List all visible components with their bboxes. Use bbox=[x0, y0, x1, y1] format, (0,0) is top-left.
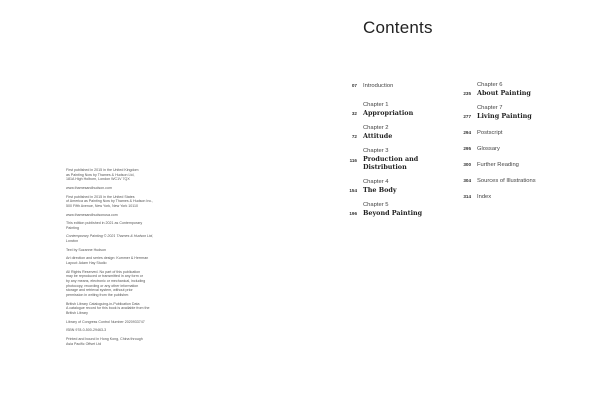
imprint-publication-uk: First published in 2015 in the United Kingdom as Painting Now by Thames & Hudson Ltd, 181A High Holborn, London WC1V 7QX bbox=[66, 168, 139, 182]
toc-entry-label: Further Reading bbox=[477, 162, 519, 168]
toc-chapter-label: Chapter 1 bbox=[363, 102, 389, 108]
toc-entry-further-reading[interactable] bbox=[452, 161, 572, 169]
toc-entry-chapter-7[interactable] bbox=[452, 105, 572, 120]
toc-entry-chapter-5[interactable] bbox=[338, 202, 458, 217]
imprint-isbn: ISBN 978-0-500-29463-3 bbox=[66, 328, 107, 333]
toc-entry-postscript[interactable] bbox=[452, 129, 572, 137]
imprint-loc-number: Library of Congress Control Number 2020933747 bbox=[66, 319, 145, 324]
imprint-website-us: www.thamesandhudsonusa.com bbox=[66, 212, 118, 217]
imprint-rights: All Rights Reserved. No part of this publication may be reproduced or transmitted in any form or by any means, electronic or mechanical, including photocopy, recording or any other information storage and retrieval system, without prior permission in writing from the publisher. bbox=[66, 269, 146, 298]
toc-page-number: 07 bbox=[351, 82, 357, 88]
imprint-publication-us: First published in 2015 in the United States of America as Painting Now by Thames & Hudson Inc., 500 Fifth Avenue, New York, New York 10110 bbox=[66, 194, 154, 208]
toc-chapter-title: Appropriation bbox=[363, 109, 414, 117]
imprint-printer: Printed and bound in Hong Kong, China through Asia Pacific Offset Ltd bbox=[66, 336, 143, 346]
toc-entry-introduction[interactable] bbox=[338, 82, 458, 90]
toc-chapter-label: Chapter 2 bbox=[363, 125, 389, 131]
toc-entry-label: Postscript bbox=[477, 130, 503, 136]
toc-chapter-title: Beyond Painting bbox=[363, 209, 423, 217]
imprint-block bbox=[66, 168, 158, 350]
toc-entry-chapter-6[interactable] bbox=[452, 82, 572, 97]
toc-column-1 bbox=[338, 82, 458, 217]
toc-entry-chapter-4[interactable] bbox=[338, 179, 458, 194]
toc-page-number: 196 bbox=[349, 211, 357, 217]
toc-entry-label: Introduction bbox=[363, 83, 394, 89]
imprint-author: Text by Suzanne Hudson bbox=[66, 247, 106, 252]
toc-page-number: 304 bbox=[463, 177, 471, 183]
toc-chapter-title: Living Painting bbox=[477, 112, 532, 120]
toc-page-number: 300 bbox=[463, 161, 471, 167]
toc-entry-glossary[interactable] bbox=[452, 145, 572, 153]
imprint-website-uk: www.thamesandhudson.com bbox=[66, 186, 112, 190]
toc-entry-label: Sources of Illustrations bbox=[477, 178, 536, 184]
toc-page-number: 277 bbox=[463, 114, 471, 120]
toc-page-number: 235 bbox=[463, 91, 471, 97]
imprint-british-library: British Library Cataloguing-in-Publication Data A catalogue record for this book is available from the British Library bbox=[66, 301, 150, 316]
imprint-design: Art direction and series design: Kummer & Herrman Layout: Adam Hay Studio bbox=[66, 256, 149, 266]
toc-page-number: 295 bbox=[463, 145, 471, 151]
toc-entry-sources-of-illustrations[interactable] bbox=[452, 177, 572, 185]
toc-chapter-label: Chapter 7 bbox=[477, 105, 503, 111]
toc-chapter-label: Chapter 3 bbox=[363, 148, 389, 154]
toc-entry-chapter-1[interactable] bbox=[338, 102, 458, 117]
toc-page-number: 314 bbox=[463, 193, 471, 199]
contents-title: Contents bbox=[363, 18, 433, 37]
toc-entry-label: Index bbox=[477, 194, 492, 200]
toc-page-number: 294 bbox=[463, 129, 471, 135]
toc-chapter-label: Chapter 6 bbox=[477, 82, 503, 88]
toc-entry-chapter-2[interactable] bbox=[338, 125, 458, 140]
toc-page-number: 32 bbox=[351, 111, 357, 117]
imprint-copyright: Contemporary Painting © 2021 Thames & Hudson Ltd, London bbox=[66, 234, 154, 244]
toc-entry-label: Glossary bbox=[477, 146, 500, 152]
toc-page-number: 116 bbox=[349, 158, 357, 163]
toc-page-number: 154 bbox=[349, 188, 357, 194]
toc-chapter-title: Attitude bbox=[363, 132, 393, 140]
toc-chapter-label: Chapter 5 bbox=[363, 202, 389, 208]
toc-chapter-title: Production and Distribution bbox=[363, 155, 419, 171]
toc-entry-chapter-3[interactable] bbox=[338, 148, 458, 171]
toc-chapter-title: The Body bbox=[363, 186, 397, 194]
toc-chapter-title: About Painting bbox=[477, 89, 531, 97]
toc-column-2 bbox=[452, 82, 572, 201]
toc-page-number: 72 bbox=[351, 134, 357, 140]
imprint-edition: This edition published in 2021 as Contemporary Painting bbox=[66, 221, 143, 230]
toc-entry-index[interactable] bbox=[452, 193, 572, 201]
toc-chapter-label: Chapter 4 bbox=[363, 179, 389, 185]
